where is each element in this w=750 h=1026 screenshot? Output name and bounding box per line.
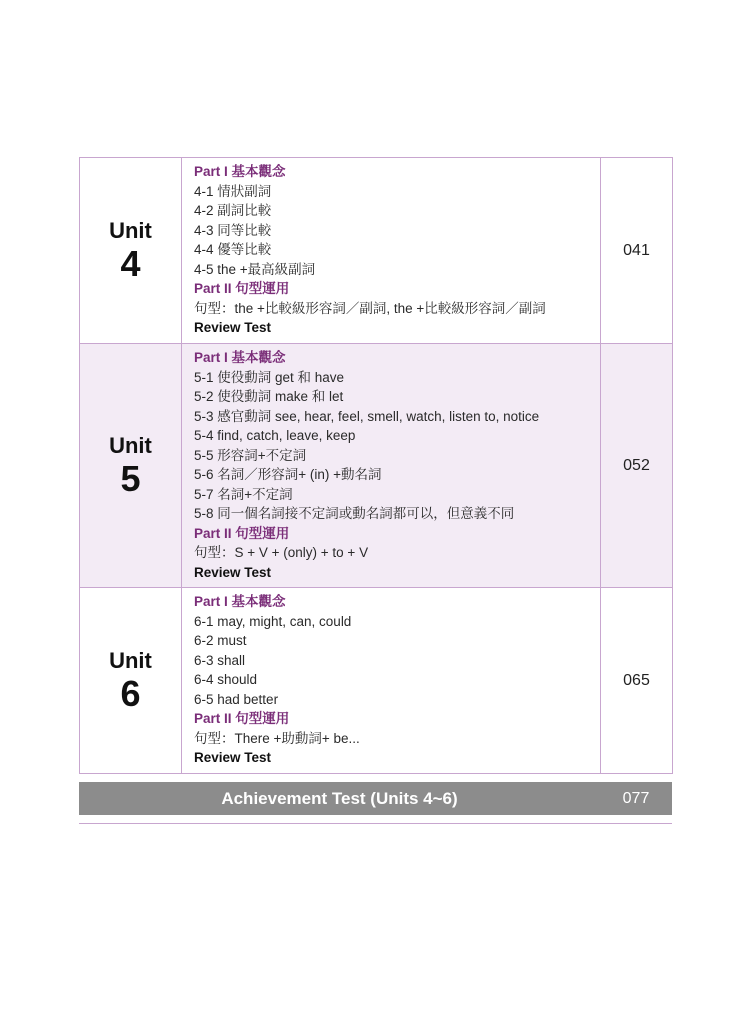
review-test-link[interactable]: Review Test <box>194 750 272 766</box>
unit-number: 4 <box>120 242 141 284</box>
part-heading: Part II 句型運用 <box>194 711 290 727</box>
topic-item[interactable]: 句型：the +比較級形容詞／副詞, the +比較級形容詞／副詞 <box>194 300 546 316</box>
topic-item[interactable]: 5-1 使役動詞 get 和 have <box>194 369 345 385</box>
topic-item[interactable]: 6-3 shall <box>194 652 246 668</box>
topic-item[interactable]: 句型：S + V + (only) + to + V <box>194 545 369 560</box>
topic-item[interactable]: 5-8 同一個名詞接不定詞或動名詞都可以，但意義不同 <box>194 506 515 521</box>
topic-item[interactable]: 4-4 優等比較 <box>194 242 272 258</box>
topic-item[interactable]: 6-4 should <box>194 672 258 688</box>
unit-label-cell <box>80 588 182 774</box>
topic-item[interactable]: 4-5 the +最高級副詞 <box>194 261 316 277</box>
topic-item[interactable]: 6-1 may, might, can, could <box>194 613 352 629</box>
page-number: 065 <box>601 588 673 774</box>
unit-contents-cell <box>182 158 601 344</box>
table-of-contents <box>79 157 673 774</box>
review-test-link[interactable]: Review Test <box>194 564 272 580</box>
review-test-link[interactable]: Review Test <box>194 320 272 336</box>
part-heading: Part I 基本觀念 <box>194 164 286 180</box>
unit-row-5[interactable] <box>80 344 673 588</box>
unit-contents-cell <box>182 588 601 774</box>
topic-item[interactable]: 5-7 名詞+不定詞 <box>194 486 293 502</box>
bottom-divider <box>79 823 672 824</box>
unit-word: Unit <box>109 647 152 673</box>
topic-item[interactable]: 5-3 感官動詞 see, hear, feel, smell, watch, listen to, notice <box>194 408 540 424</box>
unit-label-cell <box>80 158 182 344</box>
topic-item[interactable]: 5-6 名詞／形容詞+ (in) +動名詞 <box>194 467 382 482</box>
topic-item[interactable]: 句型：There +助動詞+ be... <box>194 730 360 746</box>
topic-item[interactable]: 5-5 形容詞+不定詞 <box>194 447 307 463</box>
achievement-test-title: Achievement Test (Units 4~6) <box>221 789 458 808</box>
unit-label-cell <box>80 344 182 588</box>
part-heading: Part I 基本觀念 <box>194 594 286 610</box>
part-heading: Part II 句型運用 <box>194 281 290 297</box>
unit-contents-cell <box>182 344 601 588</box>
achievement-test-bar[interactable] <box>79 782 672 815</box>
page-number: 052 <box>601 344 673 588</box>
topic-item[interactable]: 6-2 must <box>194 633 247 649</box>
topic-item[interactable]: 4-3 同等比較 <box>194 222 272 238</box>
unit-row-4[interactable] <box>80 158 673 344</box>
topic-item[interactable]: 4-2 副詞比較 <box>194 203 272 219</box>
topic-item[interactable]: 6-5 had better <box>194 691 279 707</box>
topic-item[interactable]: 4-1 情狀副詞 <box>194 183 272 199</box>
achievement-test-page-number: 077 <box>622 790 650 807</box>
page-number: 041 <box>601 158 673 344</box>
toc-body <box>80 158 673 774</box>
unit-number: 5 <box>120 457 141 499</box>
topic-item[interactable]: 5-2 使役動詞 make 和 let <box>194 389 344 404</box>
part-heading: Part I 基本觀念 <box>194 350 286 365</box>
unit-row-6[interactable] <box>80 588 673 774</box>
unit-word: Unit <box>109 217 152 243</box>
topic-item[interactable]: 5-4 find, catch, leave, keep <box>194 428 356 443</box>
unit-word: Unit <box>109 432 152 458</box>
part-heading: Part II 句型運用 <box>194 525 290 541</box>
unit-number: 6 <box>120 672 141 714</box>
